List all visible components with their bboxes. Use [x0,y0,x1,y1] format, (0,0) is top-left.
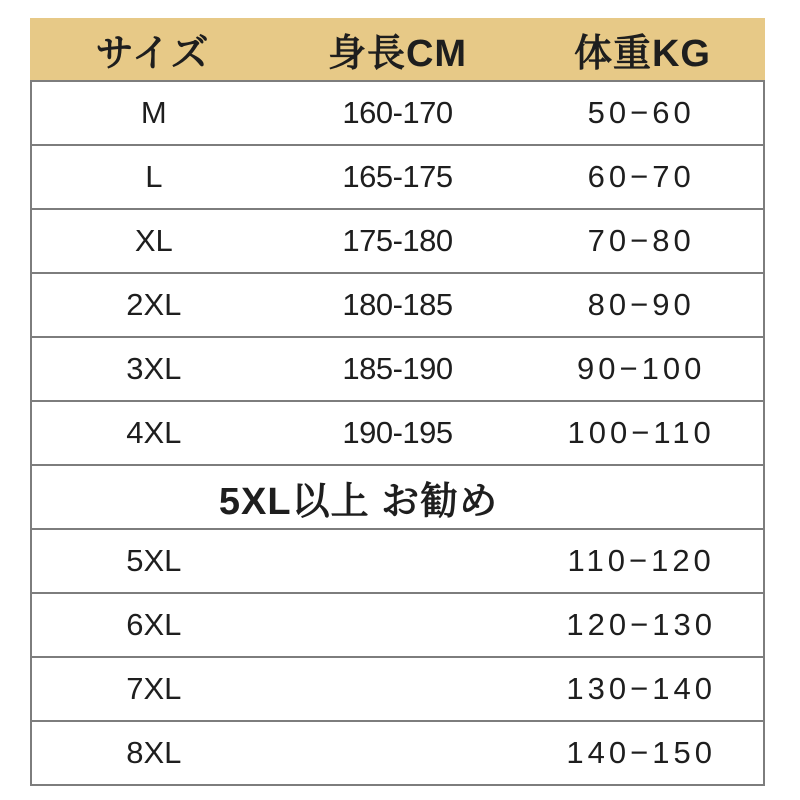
header-height-cm: 身長CM [327,32,468,75]
weight-cell: 100−110 [567,415,715,450]
header-size: サイズ [95,32,210,75]
weight-cell: 110−120 [567,543,715,578]
size-cell: M [140,95,167,130]
height-cell: 180-185 [342,287,453,322]
recommendation-label: 5XL以上 お勧め [218,480,499,523]
size-cell: 3XL [126,351,182,386]
table-row-5xl [32,528,763,592]
size-cell: 2XL [126,287,182,322]
table-row-5xl-plus-note [32,464,763,528]
table-row-4xl [32,400,763,464]
height-cell: 190-195 [342,415,453,450]
size-cell: 5XL [126,543,182,578]
weight-cell: 80−90 [587,287,695,322]
size-cell: 7XL [126,671,182,706]
table-body [30,80,765,786]
height-cell: 165-175 [342,159,453,194]
header-weight-kg: 体重KG [573,32,711,75]
table-row-2xl [32,272,763,336]
table-row-6xl [32,592,763,656]
weight-cell: 60−70 [587,159,695,194]
height-cell: 175-180 [342,223,453,258]
height-cell: 160-170 [342,95,453,130]
weight-cell: 70−80 [587,223,695,258]
size-cell: XL [134,223,173,258]
weight-cell: 120−130 [566,607,716,642]
weight-cell: 90−100 [577,351,706,386]
weight-cell: 130−140 [566,671,716,706]
table-row-xl [32,208,763,272]
size-cell: 4XL [126,415,182,450]
size-cell: 6XL [126,607,182,642]
table-row-m [32,80,763,144]
height-cell: 185-190 [342,351,453,386]
weight-cell: 50−60 [587,95,695,130]
size-cell: 8XL [126,735,182,770]
table-header-row [30,18,765,80]
table-row-l [32,144,763,208]
size-chart-table [30,18,765,786]
weight-cell: 140−150 [566,735,716,770]
table-row-3xl [32,336,763,400]
size-cell: L [145,159,163,194]
table-row-7xl [32,656,763,720]
table-row-8xl [32,720,763,784]
